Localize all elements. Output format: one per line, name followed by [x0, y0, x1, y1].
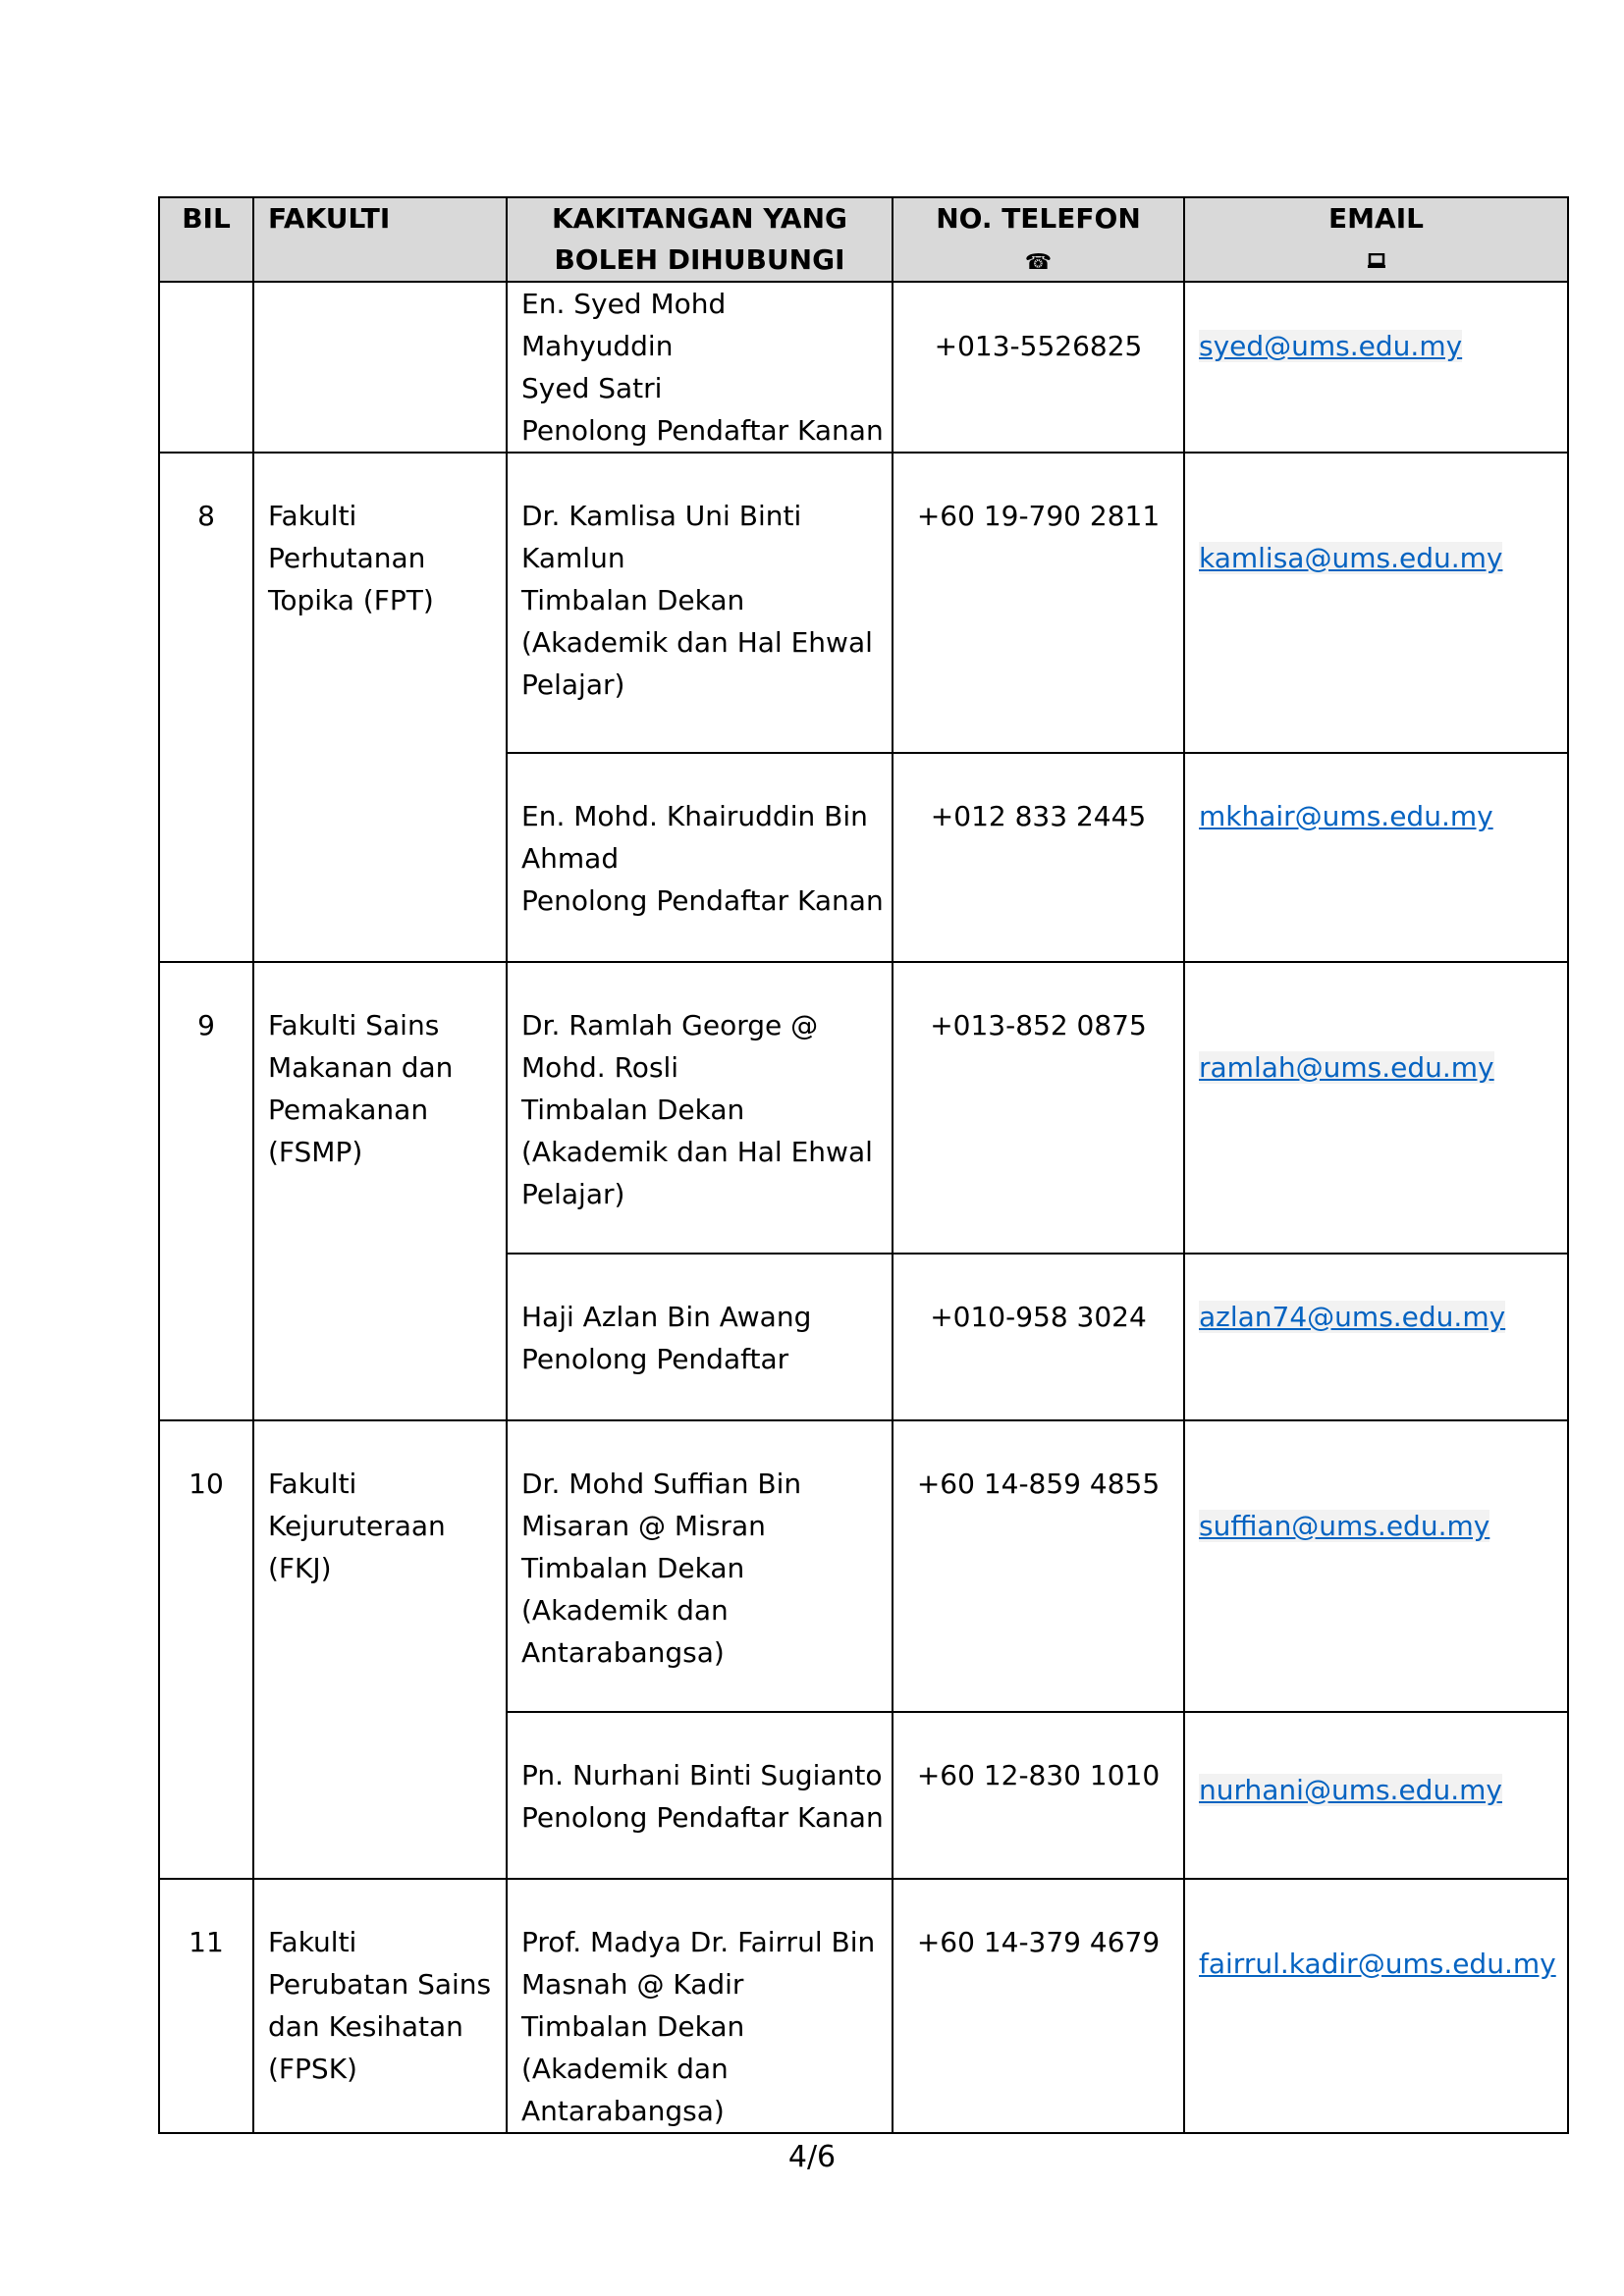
contact-name-line: Pelajar)	[521, 1178, 625, 1210]
email-link[interactable]: fairrul.kadir@ums.edu.my	[1199, 1948, 1556, 1980]
email-link[interactable]: suffian@ums.edu.my	[1199, 1510, 1490, 1542]
contact-name-line: Timbalan Dekan	[521, 1094, 745, 1126]
table-row	[159, 1420, 1568, 1712]
cell-fakulti	[253, 453, 507, 962]
cell-phone: +60 12-830 1010	[893, 1712, 1184, 1879]
cell-phone: +010-958 3024	[893, 1254, 1184, 1420]
contact-name-line: Penolong Pendaftar Kanan	[521, 884, 884, 917]
contact-name-line: Syed Satri	[521, 372, 663, 404]
cell-bil: 11	[159, 1879, 253, 2133]
contact-name-line: Dr. Mohd Suffian Bin	[521, 1468, 802, 1500]
contact-name-line: Timbalan Dekan	[521, 2010, 745, 2043]
email-link[interactable]: nurhani@ums.edu.my	[1199, 1774, 1502, 1806]
fakulti-line: Topika (FPT)	[268, 584, 434, 616]
email-link[interactable]: azlan74@ums.edu.my	[1199, 1301, 1506, 1333]
fakulti-line: Makanan dan	[268, 1051, 454, 1084]
fakulti-line: Fakulti	[268, 1468, 357, 1500]
contact-name-line: Ahmad	[521, 842, 620, 875]
cell-email	[1184, 1712, 1568, 1879]
cell-phone: +013-5526825	[893, 282, 1184, 453]
contact-name-line: Kamlun	[521, 542, 625, 574]
cell-bil: 10	[159, 1420, 253, 1879]
header-kakitangan-line2: BOLEH DIHUBUNGI	[554, 243, 845, 276]
fakulti-line: Fakulti Sains	[268, 1009, 440, 1041]
cell-fakulti	[253, 1879, 507, 2133]
header-email-label: EMAIL	[1328, 202, 1424, 235]
header-kakitangan-line1: KAKITANGAN YANG	[551, 202, 848, 235]
table-row	[159, 1879, 1568, 2133]
cell-email	[1184, 282, 1568, 453]
contact-name-line: Antarabangsa)	[521, 2095, 725, 2127]
fakulti-line: Perubatan Sains	[268, 1968, 492, 2001]
cell-bil: 8	[159, 453, 253, 962]
page-number: 4/6	[787, 2140, 837, 2174]
cell-email	[1184, 453, 1568, 753]
header-telefon-label: NO. TELEFON	[936, 202, 1141, 235]
contact-name-line: Haji Azlan Bin Awang	[521, 1301, 812, 1333]
contact-name-line: Penolong Pendaftar Kanan	[521, 414, 884, 447]
cell-email	[1184, 962, 1568, 1254]
contact-name-line: Penolong Pendaftar	[521, 1343, 789, 1375]
cell-bil: 9	[159, 962, 253, 1420]
header-fakulti: FAKULTI	[253, 197, 507, 282]
cell-contact-name	[507, 753, 893, 962]
fakulti-line: (FSMP)	[268, 1136, 363, 1168]
fakulti-line: dan Kesihatan	[268, 2010, 463, 2043]
contact-name-line: (Akademik dan Hal Ehwal	[521, 1136, 873, 1168]
email-link[interactable]: kamlisa@ums.edu.my	[1199, 542, 1503, 574]
cell-phone: +60 19-790 2811	[893, 453, 1184, 753]
contact-name-line: Masnah @ Kadir	[521, 1968, 744, 2001]
cell-contact-name	[507, 962, 893, 1254]
cell-email	[1184, 1254, 1568, 1420]
fakulti-line: Perhutanan	[268, 542, 426, 574]
email-link[interactable]: syed@ums.edu.my	[1199, 330, 1463, 362]
fakulti-line: Kejuruteraan	[268, 1510, 446, 1542]
cell-email	[1184, 753, 1568, 962]
cell-fakulti	[253, 1420, 507, 1879]
contact-name-line: Timbalan Dekan	[521, 584, 745, 616]
cell-phone: +013-852 0875	[893, 962, 1184, 1254]
cell-email	[1184, 1879, 1568, 2133]
header-email	[1184, 197, 1568, 282]
header-kakitangan	[507, 197, 893, 282]
contact-name-line: Antarabangsa)	[521, 1636, 725, 1669]
contact-name-line: Penolong Pendaftar Kanan	[521, 1801, 884, 1834]
contact-name-line: (Akademik dan	[521, 1594, 729, 1627]
fakulti-line: Fakulti	[268, 500, 357, 532]
contact-name-line: Mohd. Rosli	[521, 1051, 679, 1084]
contact-name-line: En. Mohd. Khairuddin Bin	[521, 800, 868, 832]
email-link[interactable]: ramlah@ums.edu.my	[1199, 1051, 1494, 1084]
contact-table	[158, 196, 1569, 2134]
cell-contact-name	[507, 1712, 893, 1879]
cell-contact-name	[507, 282, 893, 453]
table-row	[159, 282, 1568, 453]
contact-name-line: (Akademik dan Hal Ehwal	[521, 626, 873, 659]
contact-name-line: Pelajar)	[521, 668, 625, 701]
computer-icon	[1368, 252, 1385, 274]
cell-email	[1184, 1420, 1568, 1712]
fakulti-line: (FPSK)	[268, 2053, 357, 2085]
cell-contact-name	[507, 1879, 893, 2133]
fakulti-line: (FKJ)	[268, 1552, 332, 1584]
cell-fakulti	[253, 282, 507, 453]
email-link[interactable]: mkhair@ums.edu.my	[1199, 800, 1493, 832]
cell-contact-name	[507, 453, 893, 753]
contact-name-line: En. Syed Mohd Mahyuddin	[521, 288, 727, 362]
contact-name-line: Timbalan Dekan	[521, 1552, 745, 1584]
contact-name-line: Dr. Ramlah George @	[521, 1009, 819, 1041]
cell-phone: +60 14-859 4855	[893, 1420, 1184, 1712]
contact-name-line: Misaran @ Misran	[521, 1510, 766, 1542]
header-bil: BIL	[159, 197, 253, 282]
cell-bil	[159, 282, 253, 453]
fakulti-line: Pemakanan	[268, 1094, 429, 1126]
cell-fakulti	[253, 962, 507, 1420]
cell-contact-name	[507, 1420, 893, 1712]
table-row	[159, 453, 1568, 753]
table-header-row	[159, 197, 1568, 282]
table-row	[159, 962, 1568, 1254]
contact-name-line: (Akademik dan	[521, 2053, 729, 2085]
cell-phone: +60 14-379 4679	[893, 1879, 1184, 2133]
contact-name-line: Dr. Kamlisa Uni Binti	[521, 500, 802, 532]
fakulti-line: Fakulti	[268, 1926, 357, 1958]
telephone-icon: ☎	[1024, 250, 1053, 275]
header-telefon	[893, 197, 1184, 282]
contact-name-line: Pn. Nurhani Binti Sugianto	[521, 1759, 883, 1791]
cell-phone: +012 833 2445	[893, 753, 1184, 962]
contact-name-line: Prof. Madya Dr. Fairrul Bin	[521, 1926, 876, 1958]
cell-contact-name	[507, 1254, 893, 1420]
